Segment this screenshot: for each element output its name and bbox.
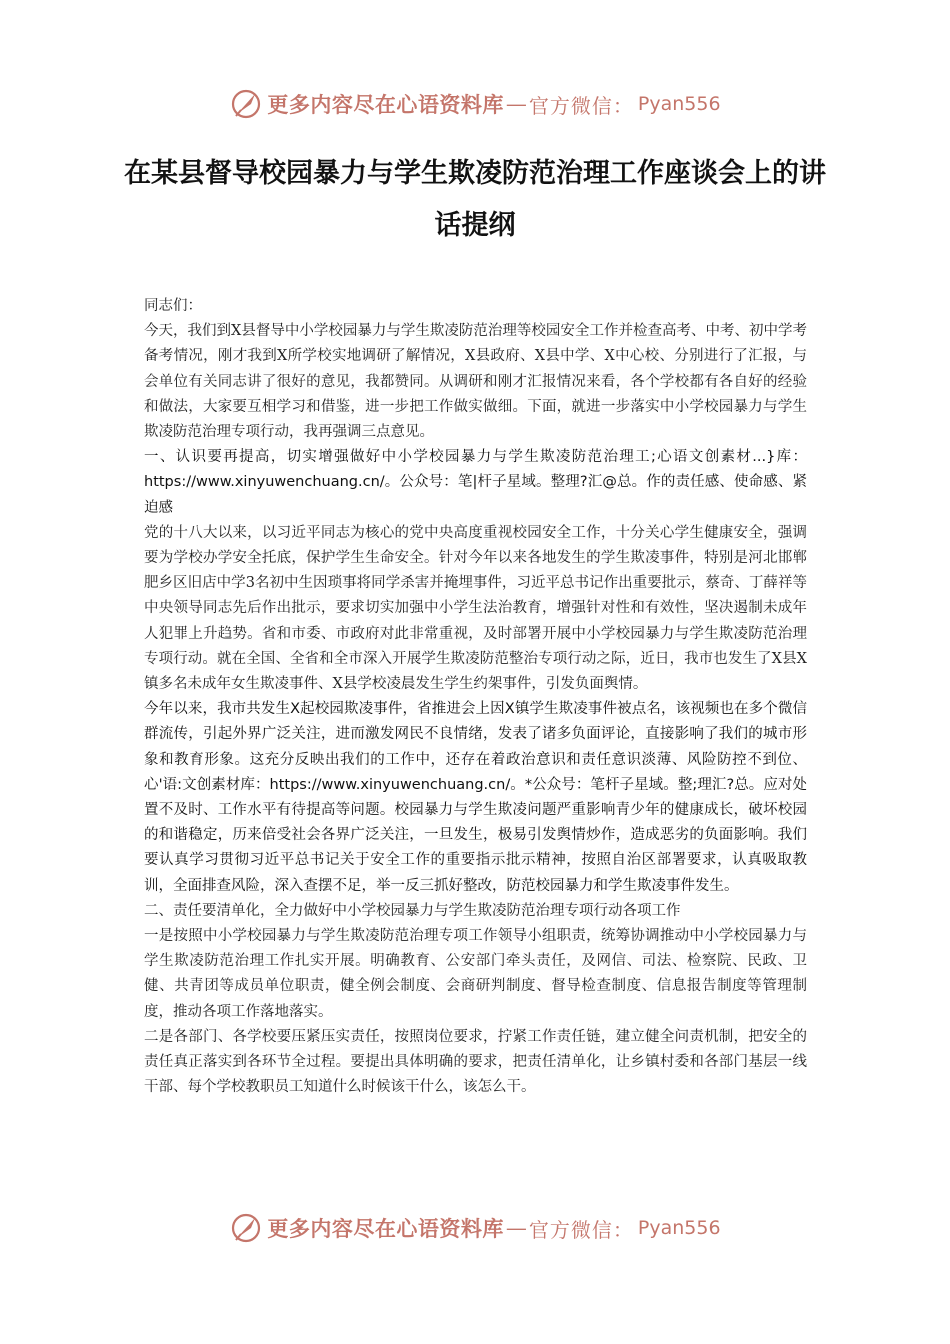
- footer-banner: [0, 1208, 950, 1248]
- quill-logo-icon: [229, 1211, 263, 1245]
- section-heading-1: 一、认识要再提高，切实增强做好中小学校园暴力与学生欺凌防范治理工;心语文创素材...}库：https://www.xinyuwenchuang.cn/。公众号：笔|杆子星域。整理?汇@总。作的责任感、使命感、紧迫感: [144, 449, 807, 516]
- header-banner: [0, 84, 950, 124]
- quill-logo-icon: [229, 87, 263, 121]
- banner-wechat-id: Pyan556: [637, 93, 721, 115]
- banner-wechat-label: 官方微信：: [528, 93, 634, 118]
- section-heading-2: 二、责任要清单化，全力做好中小学校园暴力与学生欺凌防范治理专项行动各项工作: [144, 902, 681, 919]
- document-body: [144, 294, 807, 1101]
- banner-wechat-id: Pyan556: [637, 1217, 721, 1239]
- paragraph-problems: 今年以来，我市共发生X起校园欺凌事件，省推进会上因X镇学生欺凌事件被点名，该视频也在多个微信群流传，引起外界广泛关注，进而激发网民不良情绪，发表了诸多负面评论，直接影响了我们的城市形象和教育形象。这充分反映出我们的工作中，还存在着政治意识和责任意识淡薄、风险防控不到位、心'语:文创素材库：https://www.xinyuwenchuang.cn/。*公众号：笔杆子星域。整;理汇?总。应对处置不及时、工作水平有待提高等问题。校园暴力与学生欺凌问题严重影响青少年的健康成长，破坏校园的和谐稳定，历来倍受社会各界广泛关注，一旦发生，极易引发舆情炒作，造成恶劣的负面影响。我们要认真学习贯彻习近平总书记关于安全工作的重要指示批示精神，按照自治区部署要求，认真吸取教训，全面排查风险，深入查摆不足，举一反三抓好整改，防范校园暴力和学生欺凌事件发生。: [144, 701, 807, 894]
- paragraph-point-1: 一是按照中小学校园暴力与学生欺凌防范治理专项工作领导小组职责，统筹协调推动中小学校园暴力与学生欺凌防范治理工作扎实开展。明确教育、公安部门牵头责任，及网信、司法、检察院、民政、卫健、共青团等成员单位职责，健全例会制度、会商研判制度、督导检查制度、信息报告制度等管理制度，推动各项工作落地落实。: [144, 928, 807, 1020]
- banner-wechat-label: 官方微信：: [528, 1217, 634, 1242]
- paragraph-background: 党的十八大以来，以习近平同志为核心的党中央高度重视校园安全工作，十分关心学生健康安全，强调要为学校办学安全托底，保护学生生命安全。针对今年以来各地发生的学生欺凌事件，特别是河北邯郸肥乡区旧店中学3名初中生因琐事将同学杀害并掩埋事件，习近平总书记作出重要批示，蔡奇、丁薛祥等中央领导同志先后作出批示，要求切实加强中小学生法治教育，增强针对性和有效性，坚决遏制未成年人犯罪上升趋势。省和市委、市政府对此非常重视，及时部署开展中小学校园暴力与学生欺凌防范治理专项行动。就在全国、全省和全市深入开展学生欺凌防范整治专项行动之际，近日，我市也发生了X县X镇多名未成年女生欺凌事件、X县学校凌晨发生学生约架事件，引发负面舆情。: [144, 524, 807, 693]
- salutation: 同志们：: [144, 298, 202, 314]
- banner-title: 更多内容尽在心语资料库: [267, 92, 504, 117]
- paragraph-intro: 今天，我们到X县督导中小学校园暴力与学生欺凌防范治理等校园安全工作并检查高考、中考、初中学考备考情况，刚才我到X所学校实地调研了解情况，X县政府、X县中学、X中心校、分别进行了汇报，与会单位有关同志讲了很好的意见，我都赞同。从调研和刚才汇报情况来看，各个学校都有各自好的经验和做法，大家要互相学习和借鉴，进一步把工作做实做细。下面，就进一步落实中小学校园暴力与学生欺凌防范治理专项行动，我再强调三点意见。: [144, 323, 807, 441]
- banner-title: 更多内容尽在心语资料库: [267, 1216, 504, 1241]
- banner-dash: —: [505, 92, 527, 116]
- document-title: 在某县督导校园暴力与学生欺凌防范治理工作座谈会上的讲话提纲: [124, 158, 826, 241]
- banner-dash: —: [505, 1216, 527, 1240]
- paragraph-point-2: 二是各部门、各学校要压紧压实责任，按照岗位要求，拧紧工作责任链，建立健全问责机制，把安全的责任真正落实到各环节全过程。要提出具体明确的要求，把责任清单化，让乡镇村委和各部门基层一线干部、每个学校教职员工知道什么时候该干什么，该怎么干。: [144, 1028, 807, 1096]
